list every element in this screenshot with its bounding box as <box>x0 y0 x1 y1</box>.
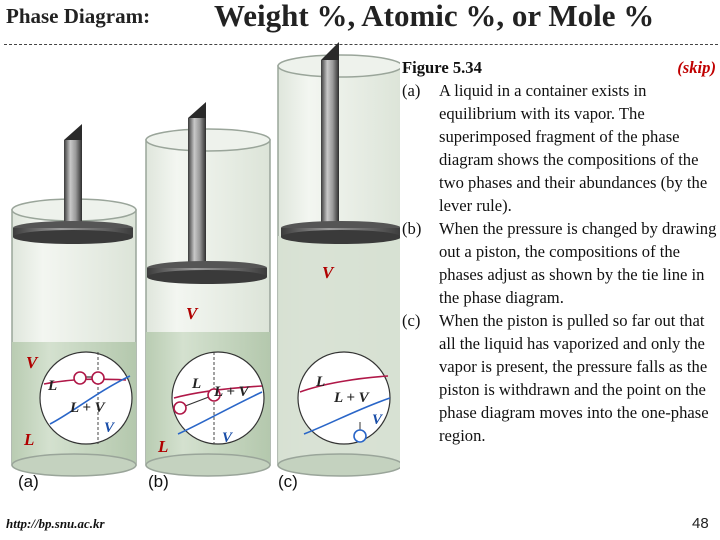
caption-item-c-text: When the piston is pulled so far out that all the liquid has vaporized and only the vapor is present, the pressure falls as the piston is withdrawn and the point on the phase diagram moves into the one-phase region. <box>439 311 709 445</box>
caption-header <box>402 56 718 79</box>
caption-item-c-label: (c) <box>402 311 421 330</box>
caption-item-b <box>402 217 718 309</box>
inset-c-mixed-label: L + V <box>334 390 369 406</box>
inset-c-vapor-label: V <box>372 412 383 428</box>
caption-item-b-text: When the pressure is changed by drawing out a piston, the compositions of the phases adjust as shown by the tie line in the phase diagram. <box>439 219 717 307</box>
inset-b-mixed-label: L + V <box>214 384 249 400</box>
inset-a-mixed-label: L + V <box>70 400 105 416</box>
inset-c-liquid-label: L <box>316 374 326 390</box>
panel-label-c: (c) <box>278 472 298 491</box>
figure-caption <box>402 56 718 447</box>
source-url: http://bp.snu.ac.kr <box>6 516 105 531</box>
caption-item-a-label: (a) <box>402 81 421 100</box>
caption-item-b-label: (b) <box>402 219 422 238</box>
caption-item-a-text: A liquid in a container exists in equilibrium with its vapor. The superimposed fragment of the phase diagram shows the compositions of the two phases and their abundances (by the lever rule). <box>439 81 708 215</box>
inset-b-liquid-label: L <box>192 376 202 392</box>
title-main: Weight %, Atomic %, or Mole % <box>214 0 655 33</box>
title-prefix: Phase Diagram: <box>6 4 151 28</box>
cyl-b-vapor-label: V <box>186 304 198 323</box>
figure-label: Figure 5.34 <box>402 58 482 77</box>
cyl-a-vapor-label: V <box>26 353 38 372</box>
inset-b-vapor-label: V <box>222 430 233 446</box>
inset-c <box>298 352 390 444</box>
page-number: 48 <box>692 515 709 532</box>
inset-a-vapor-label: V <box>104 420 115 436</box>
cyl-b-liquid-label: L <box>158 437 169 456</box>
caption-item-a <box>402 79 718 217</box>
panel-label-b: (b) <box>148 472 169 491</box>
inset-a <box>40 352 132 444</box>
cyl-c-vapor-label: V <box>322 263 334 282</box>
cyl-a-liquid-label: L <box>24 430 35 449</box>
piston-figure <box>0 38 400 498</box>
inset-a-liquid-label: L <box>48 378 58 394</box>
caption-item-c <box>402 309 718 447</box>
panel-label-a: (a) <box>18 472 39 491</box>
skip-note: (skip) <box>677 58 716 77</box>
